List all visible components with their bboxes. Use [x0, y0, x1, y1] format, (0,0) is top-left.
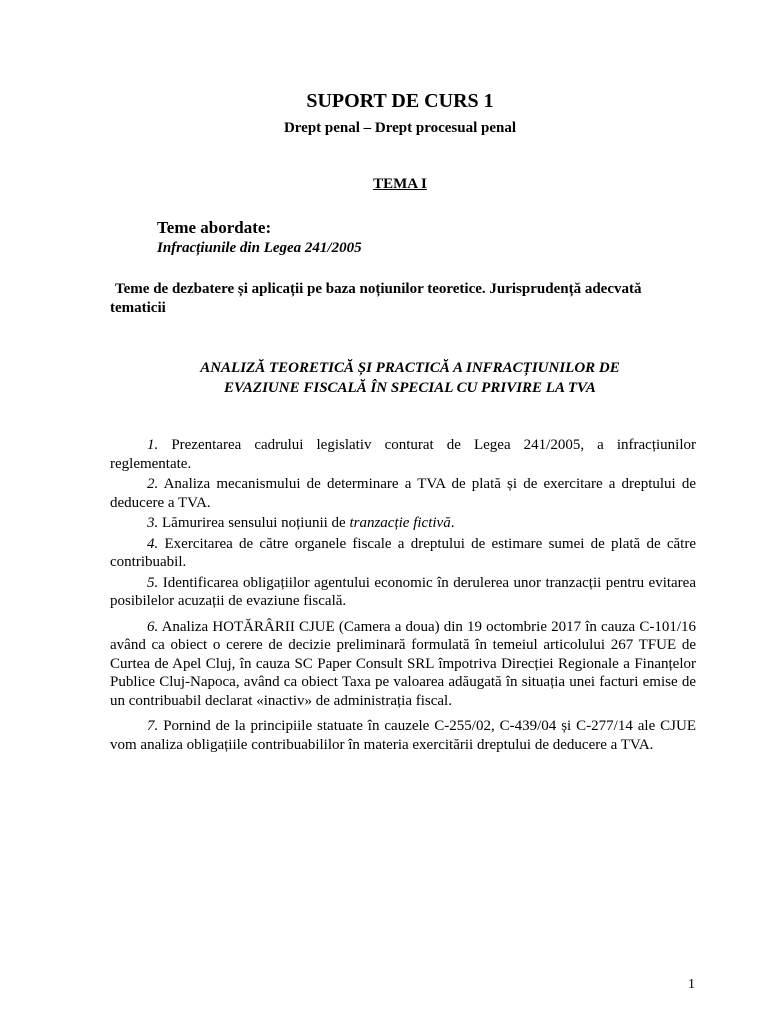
item-number: 5.: [147, 574, 159, 591]
list-item: [110, 436, 696, 473]
item-text: Analiza mecanismului de determinare a TVA de plată și de exercitare a dreptului de deducere a TVA.: [110, 476, 696, 511]
item-text: Lămurirea sensului noțiunii de: [162, 515, 350, 531]
document-subtitle: Drept penal – Drept procesual penal: [283, 120, 517, 136]
dezbatere-paragraph: Teme de dezbatere și aplicații pe baza noțiunilor teoretice. Jurisprudență adecvată tematicii: [110, 281, 642, 316]
analiza-title-line2: EVAZIUNE FISCALĂ ÎN SPECIAL CU PRIVIRE LA TVA: [224, 380, 596, 396]
list-item: [110, 574, 696, 611]
teme-abordate-heading: Teme abordate:: [157, 218, 272, 237]
analiza-title-line1: ANALIZĂ TEORETICĂ ȘI PRACTICĂ A INFRACȚIUNILOR DE: [200, 360, 620, 376]
teme-abordate-subject: Infracțiunile din Legea 241/2005: [157, 240, 362, 256]
item-text: Exercitarea de către organele fiscale a dreptului de estimare sumei de plată de către contribuabil.: [110, 535, 696, 570]
page-number: 1: [688, 977, 695, 992]
list-item: [110, 475, 696, 512]
item-number: 2.: [147, 476, 159, 492]
list-item: [110, 514, 696, 533]
list-item: [110, 618, 696, 711]
item-number: 6.: [147, 618, 159, 635]
item-italic-term: tranzacție fictivă: [349, 515, 451, 531]
item-number: 7.: [147, 718, 159, 734]
item-text-after: .: [450, 515, 455, 531]
document-title: SUPORT DE CURS 1: [306, 90, 494, 112]
list-item: [110, 717, 696, 754]
tema-heading: TEMA I: [373, 176, 427, 192]
topics-list: [110, 436, 696, 756]
item-text: Pornind de la principiile statuate în cauzele C-255/02, C-439/04 și C-277/14 ale CJUE vom analiza obligațiile contribuabililor în materia exercitării dreptului de deducere a TVA.: [110, 718, 697, 753]
item-number: 4.: [147, 535, 159, 552]
item-number: 1.: [147, 437, 159, 453]
item-number: 3.: [147, 515, 159, 531]
item-text: Prezentarea cadrului legislativ conturat de Legea 241/2005, a infracțiunilor reglementate.: [110, 437, 697, 472]
list-item: [110, 535, 696, 572]
item-text: Identificarea obligațiilor agentului economic în derulerea unor tranzacții pentru evitarea posibilelor acuzații de evaziune fiscală.: [110, 574, 696, 609]
analiza-title: [120, 358, 700, 398]
item-text: Analiza HOTĂRÂRII CJUE (Camera a doua) din 19 octombrie 2017 în cauza C-101/16 având ca obiect o cerere de decizie preliminară formulată în temeiul articolului 267 TFUE de Curtea de Apel Cluj, în cauza SC Paper Consult SRL împotriva Direcției Regionale a Finanțelor Publice Cluj-Napoca, având ca obiect Taxa pe valoarea adăugată în situația unei facturi emise de un contribuabil declarat «inactiv» de administrația fiscal.: [110, 618, 696, 709]
